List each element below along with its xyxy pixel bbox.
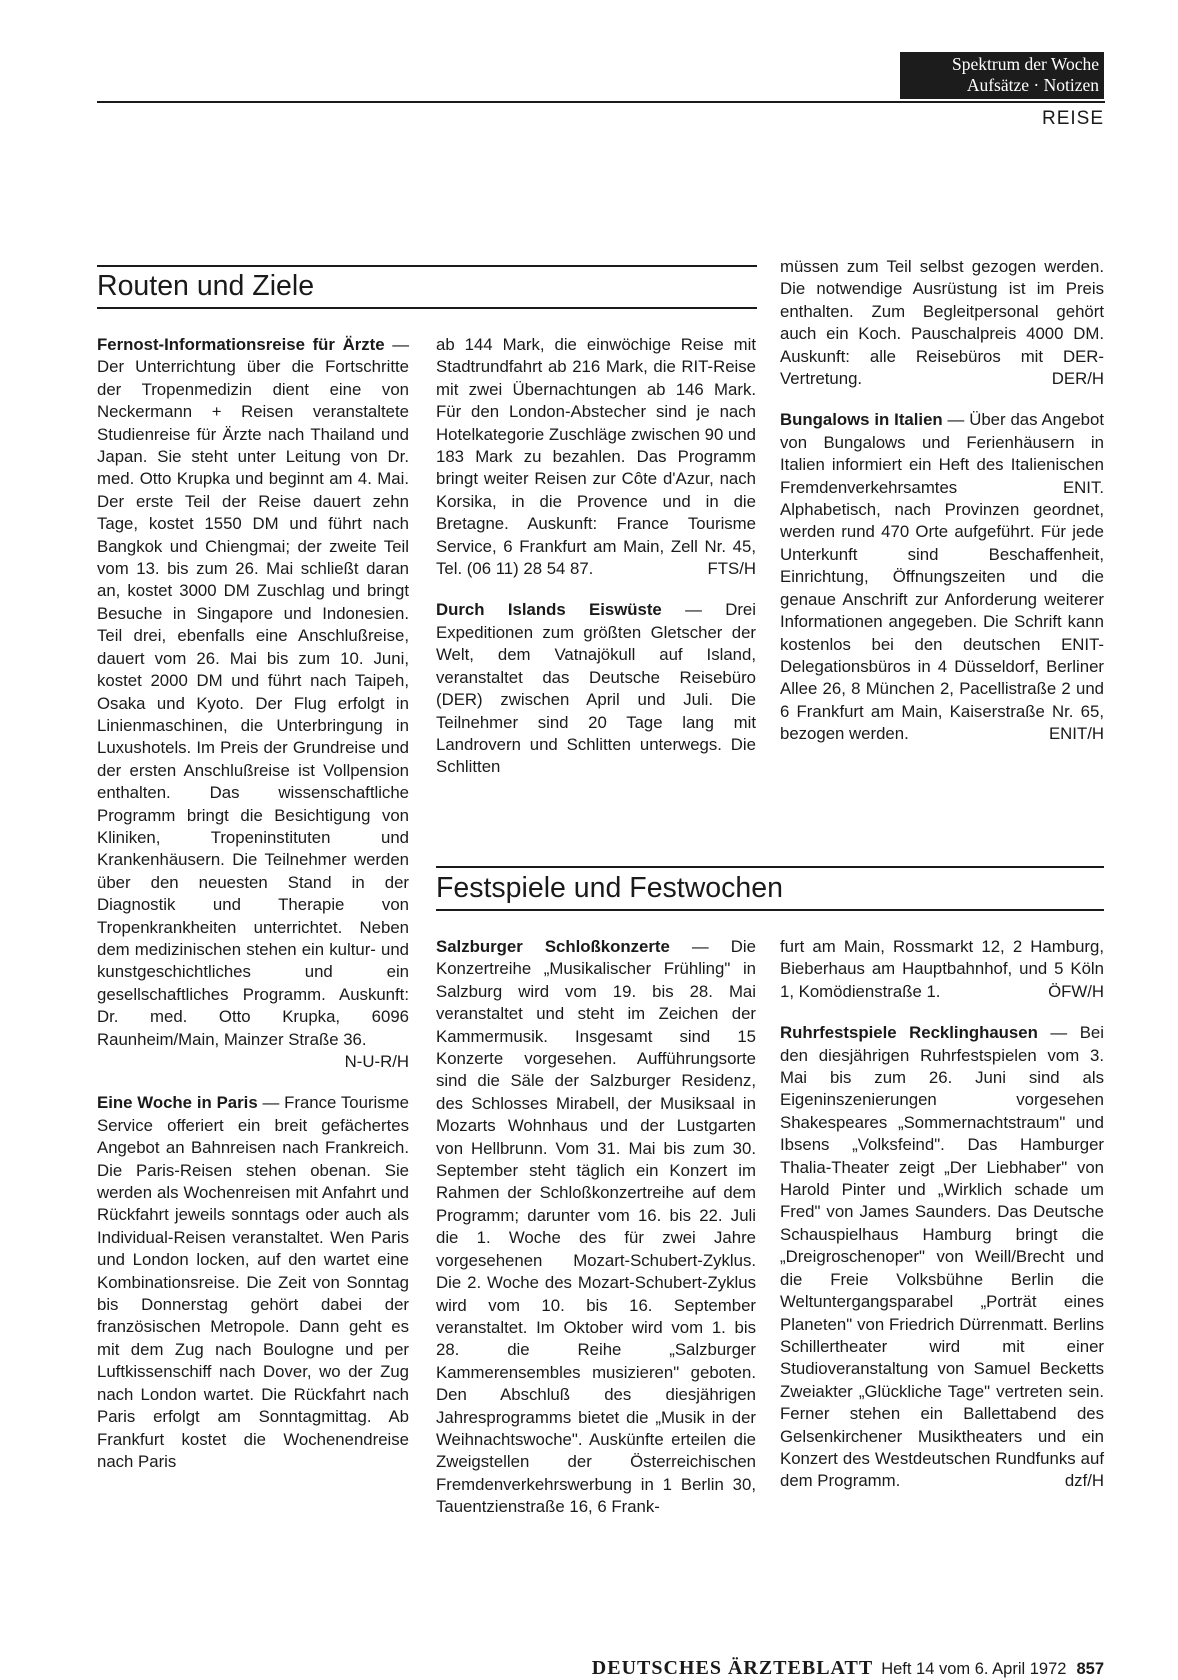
article-headline: Eine Woche in Paris <box>97 1093 258 1113</box>
section-rule-bottom <box>97 307 757 309</box>
section-heading-routen: Routen und Ziele <box>97 270 315 302</box>
masthead: DEUTSCHES ÄRZTEBLATT <box>591 1657 874 1679</box>
article-fernost <box>97 334 409 1073</box>
header-rule <box>97 101 1105 103</box>
article-signature: ENIT/H <box>1048 724 1104 744</box>
article-headline: Durch Islands Eiswüste <box>436 600 662 620</box>
article-body: furt am Main, Rossmarkt 12, 2 Hamburg, Bieberhaus am Hauptbahnhof, und 5 Köln 1, Komödienstraße 1. <box>780 937 1104 1001</box>
article-headline: Bungalows in Italien <box>780 410 943 430</box>
article-body: — Der Unterrichtung über die Fortschritte der Tropenmedizin dient eine von Neckermann + Reisen veranstaltete Studienreise für Ärzte nach Thailand und Japan. Sie steht unter Leitung von Dr. med. Otto Krupka und beginnt am 4. Mai. Der erste Teil der Reise dauert zehn Tage, kostet 1550 DM und führt nach Bangkok und Chiengmai; der zweite Teil vom 13. bis zum 26. Mai schließt daran an, kostet 3000 DM Zuschlag und bringt Besuche in Singapore und Indonesien. Teil drei, ebenfalls eine Anschlußreise, dauert vom 26. Mai bis zum 10. Juni, kostet 2000 DM und führt nach Taipeh, Osaka und Kyoto. Der Flug erfolgt in Linienmaschinen, die Unterbringung in Luxushotels. Im Preis der Grundreise und der ersten Anschlußreise ist Vollpension enthalten. Das wissenschaftliche Programm bringt die Besichtigung von Kliniken, Tropeninstituten und Krankenhäusern. Die Teilnehmer werden über den neuesten Stand in der Diagnostik und Therapie von Tropenkrankheiten unterrichtet. Neben dem medizinischen stehen ein kultur- und kunstgeschichtliches und ein gesellschaftliches Programm. Auskunft: Dr. med. Otto Krupka, 6096 Raunheim/Main, Mainzer Straße 36. <box>97 335 409 1049</box>
article-paris <box>97 1092 409 1473</box>
article-headline: Fernost-Informationsreise für Ärzte <box>97 335 385 354</box>
section-badge <box>900 52 1104 99</box>
section-rule-top <box>97 265 757 267</box>
section-rule-bottom <box>436 909 1104 911</box>
article-ruhr <box>780 1022 1104 1493</box>
article-signature: ÖFW/H <box>1048 981 1104 1001</box>
article-salzburg <box>436 936 756 1519</box>
column-3-top <box>780 256 1104 746</box>
column-3-bottom <box>780 936 1104 1493</box>
article-italien <box>780 409 1104 745</box>
page-number: 857 <box>1076 1660 1104 1678</box>
page-footer <box>0 1657 1104 1680</box>
badge-line-1: Spektrum der Woche <box>952 54 1099 74</box>
section-label: REISE <box>1041 108 1104 129</box>
article-signature: FTS/H <box>707 559 756 579</box>
article-body: müssen zum Teil selbst gezogen werden. Die notwendige Ausrüstung ist im Preis enthalten. Zum Begleitpersonal gehört auch ein Koch. Pauschalpreis 4000 DM. Auskunft: alle Reisebüros mit DER-Vertretung. <box>780 257 1104 389</box>
issue-info: Heft 14 vom 6. April 1972 <box>881 1660 1067 1678</box>
article-body: — Über das Angebot von Bungalows und Ferienhäusern in Italien informiert ein Heft des Italienischen Fremdenverkehrsamtes ENIT. Alphabetisch, nach Provinzen geordnet, werden rund 470 Orte aufgeführt. Für jede Unterkunft sind Beschaffenheit, Einrichtung, Öffnungszeiten und die genaue Anschrift zur Anforderung weiterer Informationen angegeben. Die Schrift kann kostenlos bei den deutschen ENIT-Delegationsbüros in 4 Düsseldorf, Berliner Allee 26, 8 München 2, Pacellistraße 2 und 6 Frankfurt am Main, Kaiserstraße Nr. 65, bezogen werden. <box>780 410 1104 744</box>
column-1 <box>97 334 409 1473</box>
article-island-continued <box>780 256 1104 390</box>
section-rule-top <box>436 866 1104 868</box>
badge-line-2: Aufsätze · Notizen <box>966 75 1099 95</box>
column-2-top <box>436 334 756 779</box>
article-body: ab 144 Mark, die einwöchige Reise mit Stadtrundfahrt ab 216 Mark, die RIT-Reise mit zwei Übernachtungen ab 146 Mark. Für den London-Abstecher sind je nach Hotelkategorie Zuschläge zwischen 90 und 183 Mark zu bezahlen. Das Programm bringt weiter Reisen zur Côte d'Azur, nach Korsika, in die Provence und in die Bretagne. Auskunft: France Tourisme Service, 6 Frankfurt am Main, Zell Nr. 45, Tel. (06 11) 28 54 87. <box>436 335 756 579</box>
article-signature: dzf/H <box>1064 1471 1104 1491</box>
article-headline: Ruhrfestspiele Recklinghausen <box>780 1023 1038 1043</box>
article-salzburg-continued <box>780 936 1104 1003</box>
article-signature: N-U-R/H <box>344 1052 409 1071</box>
article-island <box>436 599 756 778</box>
column-2-bottom <box>436 936 756 1519</box>
article-body: — Drei Expeditionen zum größten Gletscher der Welt, dem Vatnajökull auf Island, veranstaltet das Deutsche Reisebüro (DER) zwischen April und Juli. Die Teilnehmer sind 20 Tage lang mit Landrovern und Schlitten unterwegs. Die Schlitten <box>436 600 756 777</box>
section-heading-festspiele: Festspiele und Festwochen <box>436 872 783 904</box>
article-headline: Salzburger Schloßkonzerte <box>436 937 670 956</box>
article-body: — France Tourisme Service offeriert ein breit gefächertes Angebot an Bahnreisen nach Frankreich. Die Paris-Reisen stehen obenan. Sie werden als Wochenreisen mit Anfahrt und Rückfahrt jeweils sonntags oder auch als Individual-Reisen veranstaltet. Wen Paris und London locken, auf den wartet eine Kombinationsreise. Die Zeit von Sonntag bis Donnerstag gehört dabei der französischen Metropole. Dann geht es mit dem Zug nach Boulogne und per Luftkissenschiff nach Dover, wo der Zug nach London wartet. Die Rückfahrt nach Paris erfolgt am Sonntagmittag. Ab Frankfurt kostet die Wochenendreise nach Paris <box>97 1093 409 1471</box>
article-body: — Die Konzertreihe „Musikalischer Frühling" in Salzburg wird vom 19. bis 28. Mai veranstaltet und steht im Zeichen der Kammermusik. Insgesamt sind 15 Konzerte vorgesehen. Aufführungsorte sind die Säle der Salzburger Residenz, des Schlosses Mirabell, der Musiksaal in Mozarts Wohnhaus und der Lustgarten von Hellbrunn. Vom 31. Mai bis zum 30. September steht täglich ein Konzert im Rahmen der Schloßkonzertreihe auf dem Programm; darunter vom 16. bis 22. Juli die 1. Woche des für zwei Jahre vorgesehenen Mozart-Schubert-Zyklus. Die 2. Woche des Mozart-Schubert-Zyklus wird vom 10. bis 16. September veranstaltet. Im Oktober wird vom 1. bis 28. die Reihe „Salzburger Kammerensembles musizieren" geboten. Den Abschluß des diesjährigen Jahresprogramms bietet die „Musik in der Weihnachtswoche". Auskünfte erteilen die Zweigstellen der Österreichischen Fremdenverkehrswerbung in 1 Berlin 30, Tauentzienstraße 16, 6 Frank- <box>436 937 756 1517</box>
article-body: — Bei den diesjährigen Ruhrfestspielen vom 3. Mai bis zum 26. Juni sind als Eigeninszenierungen vorgesehen Shakespeares „Sommernachtstraum" und Ibsens „Volksfeind". Das Hamburger Thalia-Theater zeigt „Der Liebhaber" von Harold Pinter und „Wirklich schade um Fred" von James Saunders. Das Deutsche Schauspielhaus Hamburg bringt die „Dreigroschenoper" von Weill/Brecht und die Freie Volksbühne Berlin die Weltuntergangsparabel „Porträt eines Planeten" von Friedrich Dürrenmatt. Berlins Schillertheater wird mit einer Studioveranstaltung von Samuel Becketts Zweiakter „Glückliche Tage" vertreten sein. Ferner stehen ein Ballettabend des Gelsenkirchener Musiktheaters und ein Konzert des Westdeutschen Rundfunks auf dem Programm. <box>780 1023 1104 1491</box>
article-signature: DER/H <box>1051 369 1104 389</box>
article-paris-continued <box>436 334 756 580</box>
